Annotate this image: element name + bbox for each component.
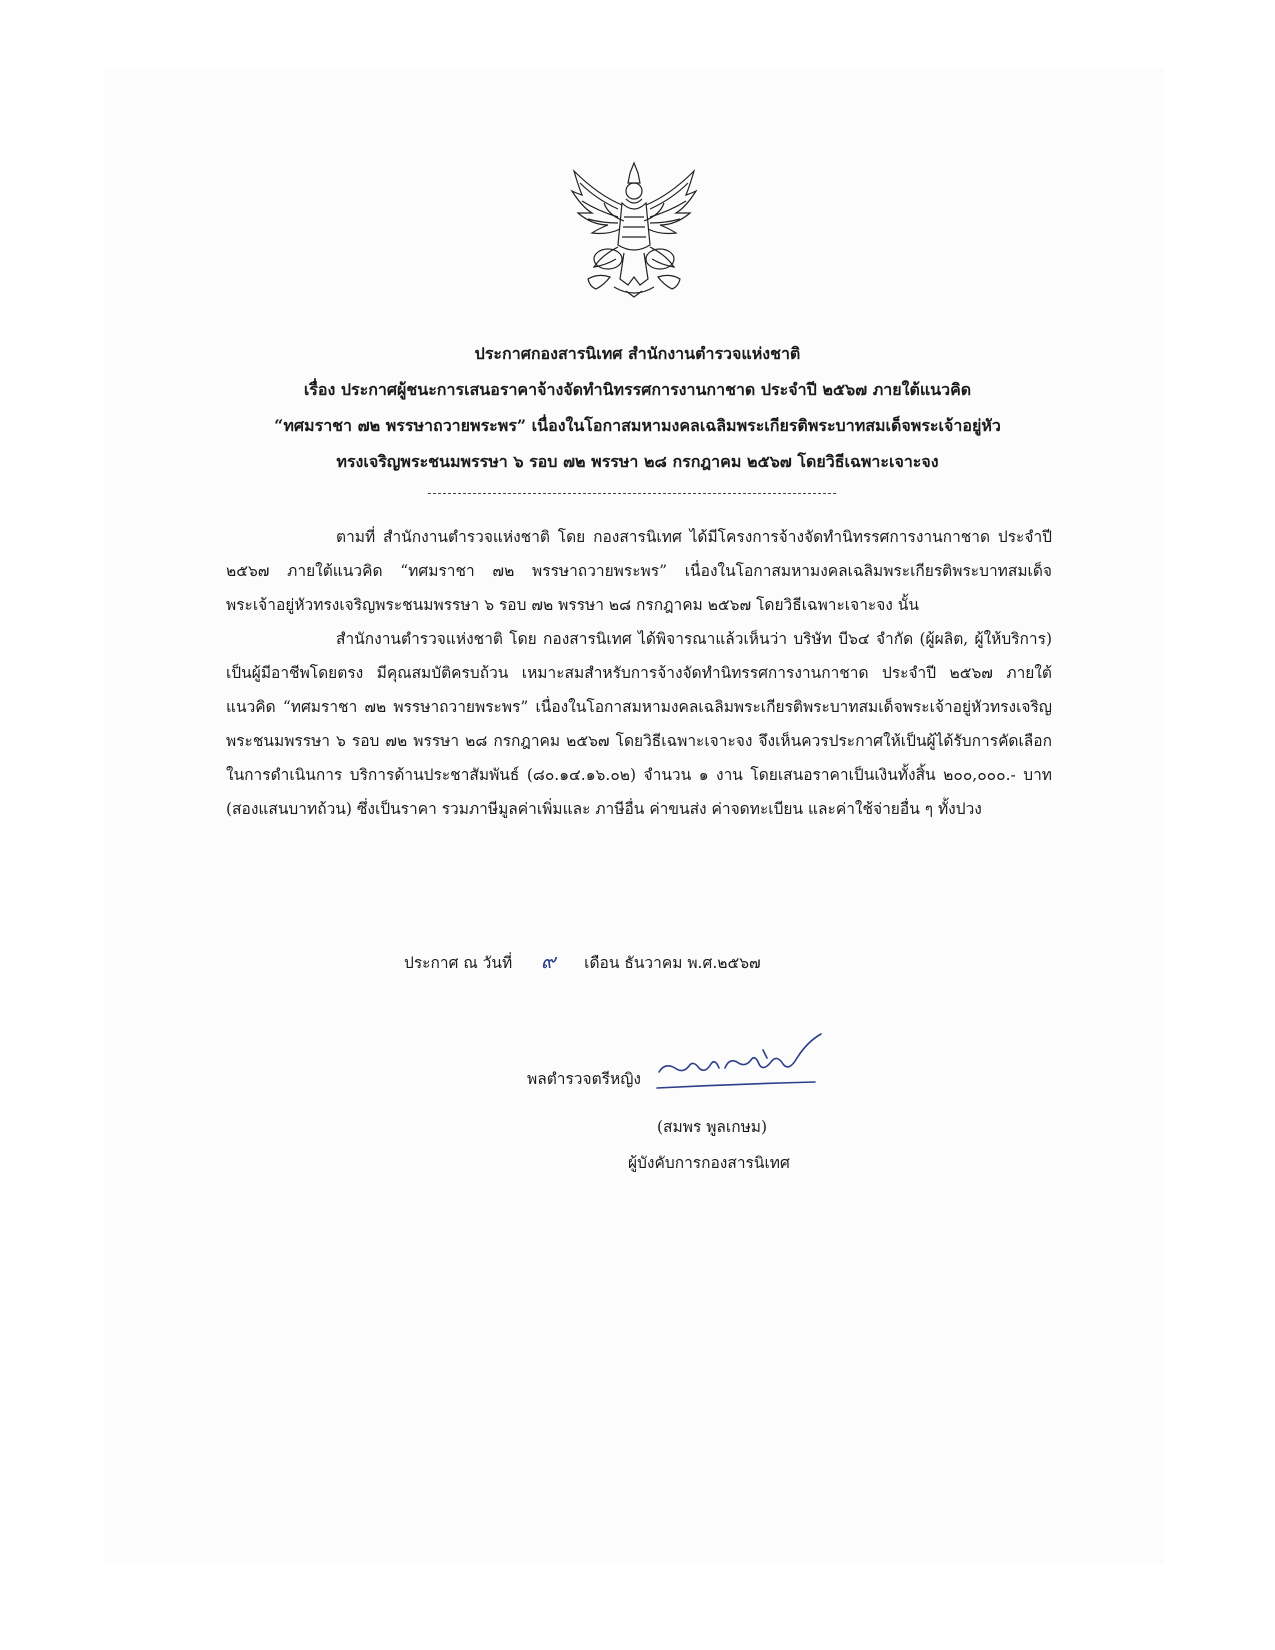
signer-rank: พลตำรวจตรีหญิง (527, 1070, 641, 1088)
announcement-body (226, 520, 1052, 826)
dashed-separator (428, 493, 836, 494)
header-subject: เรื่อง ประกาศผู้ชนะการเสนอราคาจ้างจัดทำนิทรรศการงานกาชาด ประจำปี ๒๕๖๗ ภายใต้แนวคิด (303, 380, 972, 399)
announcement-date (404, 945, 761, 977)
garuda-emblem-icon (568, 155, 700, 300)
header-subject-cont-1: “ทศมราชา ๗๒ พรรษาถวายพระพร” เนื่องในโอกาสมหามงคลเฉลิมพระเกียรติพระบาทสมเด็จพระเจ้าอยู่หัว (274, 416, 1001, 435)
announcement-header (200, 336, 1075, 480)
body-paragraph-1: ตามที่ สำนักงานตำรวจแห่งชาติ โดย กองสารนิเทศ ได้มีโครงการจ้างจัดทำนิทรรศการงานกาชาด ประจำปี ๒๕๖๗ ภายใต้แนวคิด “ทศมราชา ๗๒ พรรษาถวายพระพร” เนื่องในโอกาสมหามงคลเฉลิมพระเกียรติพระบาทสมเด็จพระเจ้าอยู่หัวทรงเจริญพระชนมพรรษา ๖ รอบ ๗๒ พรรษา ๒๘ กรกฎาคม ๒๕๖๗ โดยวิธีเฉพาะเจาะจง นั้น (226, 528, 1052, 614)
signer-title: ผู้บังคับการกองสารนิเทศ (628, 1154, 790, 1172)
header-subject-cont-2: ทรงเจริญพระชนมพรรษา ๖ รอบ ๗๒ พรรษา ๒๘ กรกฎาคม ๒๕๖๗ โดยวิธีเฉพาะเจาะจง (336, 452, 939, 471)
signer-name: (สมพร พูลเกษม) (657, 1118, 768, 1136)
handwritten-signature (655, 1028, 835, 1098)
header-title: ประกาศกองสารนิเทศ สำนักงานตำรวจแห่งชาติ (474, 344, 801, 363)
body-paragraph-2: สำนักงานตำรวจแห่งชาติ โดย กองสารนิเทศ ได้พิจารณาแล้วเห็นว่า บริษัท บี๖๔ จำกัด (ผู้ผลิต, ผู้ให้บริการ) เป็นผู้มีอาชีพโดยตรง มีคุณสมบัติครบถ้วน เหมาะสมสำหรับการจ้างจัดทำนิทรรศการงานกาชาด ประจำปี ๒๕๖๗ ภายใต้แนวคิด “ทศมราชา ๗๒ พรรษาถวายพระพร” เนื่องในโอกาสมหามงคลเฉลิมพระเกียรติพระบาทสมเด็จพระเจ้าอยู่หัวทรงเจริญพระชนมพรรษา ๖ รอบ ๗๒ พรรษา ๒๘ กรกฎาคม ๒๕๖๗ โดยวิธีเฉพาะเจาะจง จึงเห็นควรประกาศให้เป็นผู้ได้รับการคัดเลือกในการดำเนินการ บริการด้านประชาสัมพันธ์ (๘๐.๑๔.๑๖.๐๒) จำนวน ๑ งาน โดยเสนอราคาเป็นเงินทั้งสิ้น ๒๐๐,๐๐๐.- บาท (สองแสนบาทถ้วน) ซึ่งเป็นราคา รวมภาษีมูลค่าเพิ่มและ ภาษีอื่น ค่าขนส่ง ค่าจดทะเบียน และค่าใช้จ่ายอื่น ๆ ทั้งปวง (226, 630, 1052, 818)
date-suffix: เดือน ธันวาคม พ.ศ.๒๕๖๗ (584, 954, 761, 972)
date-prefix: ประกาศ ณ วันที่ (404, 954, 513, 972)
date-day-handwritten: ๙ (540, 949, 556, 973)
